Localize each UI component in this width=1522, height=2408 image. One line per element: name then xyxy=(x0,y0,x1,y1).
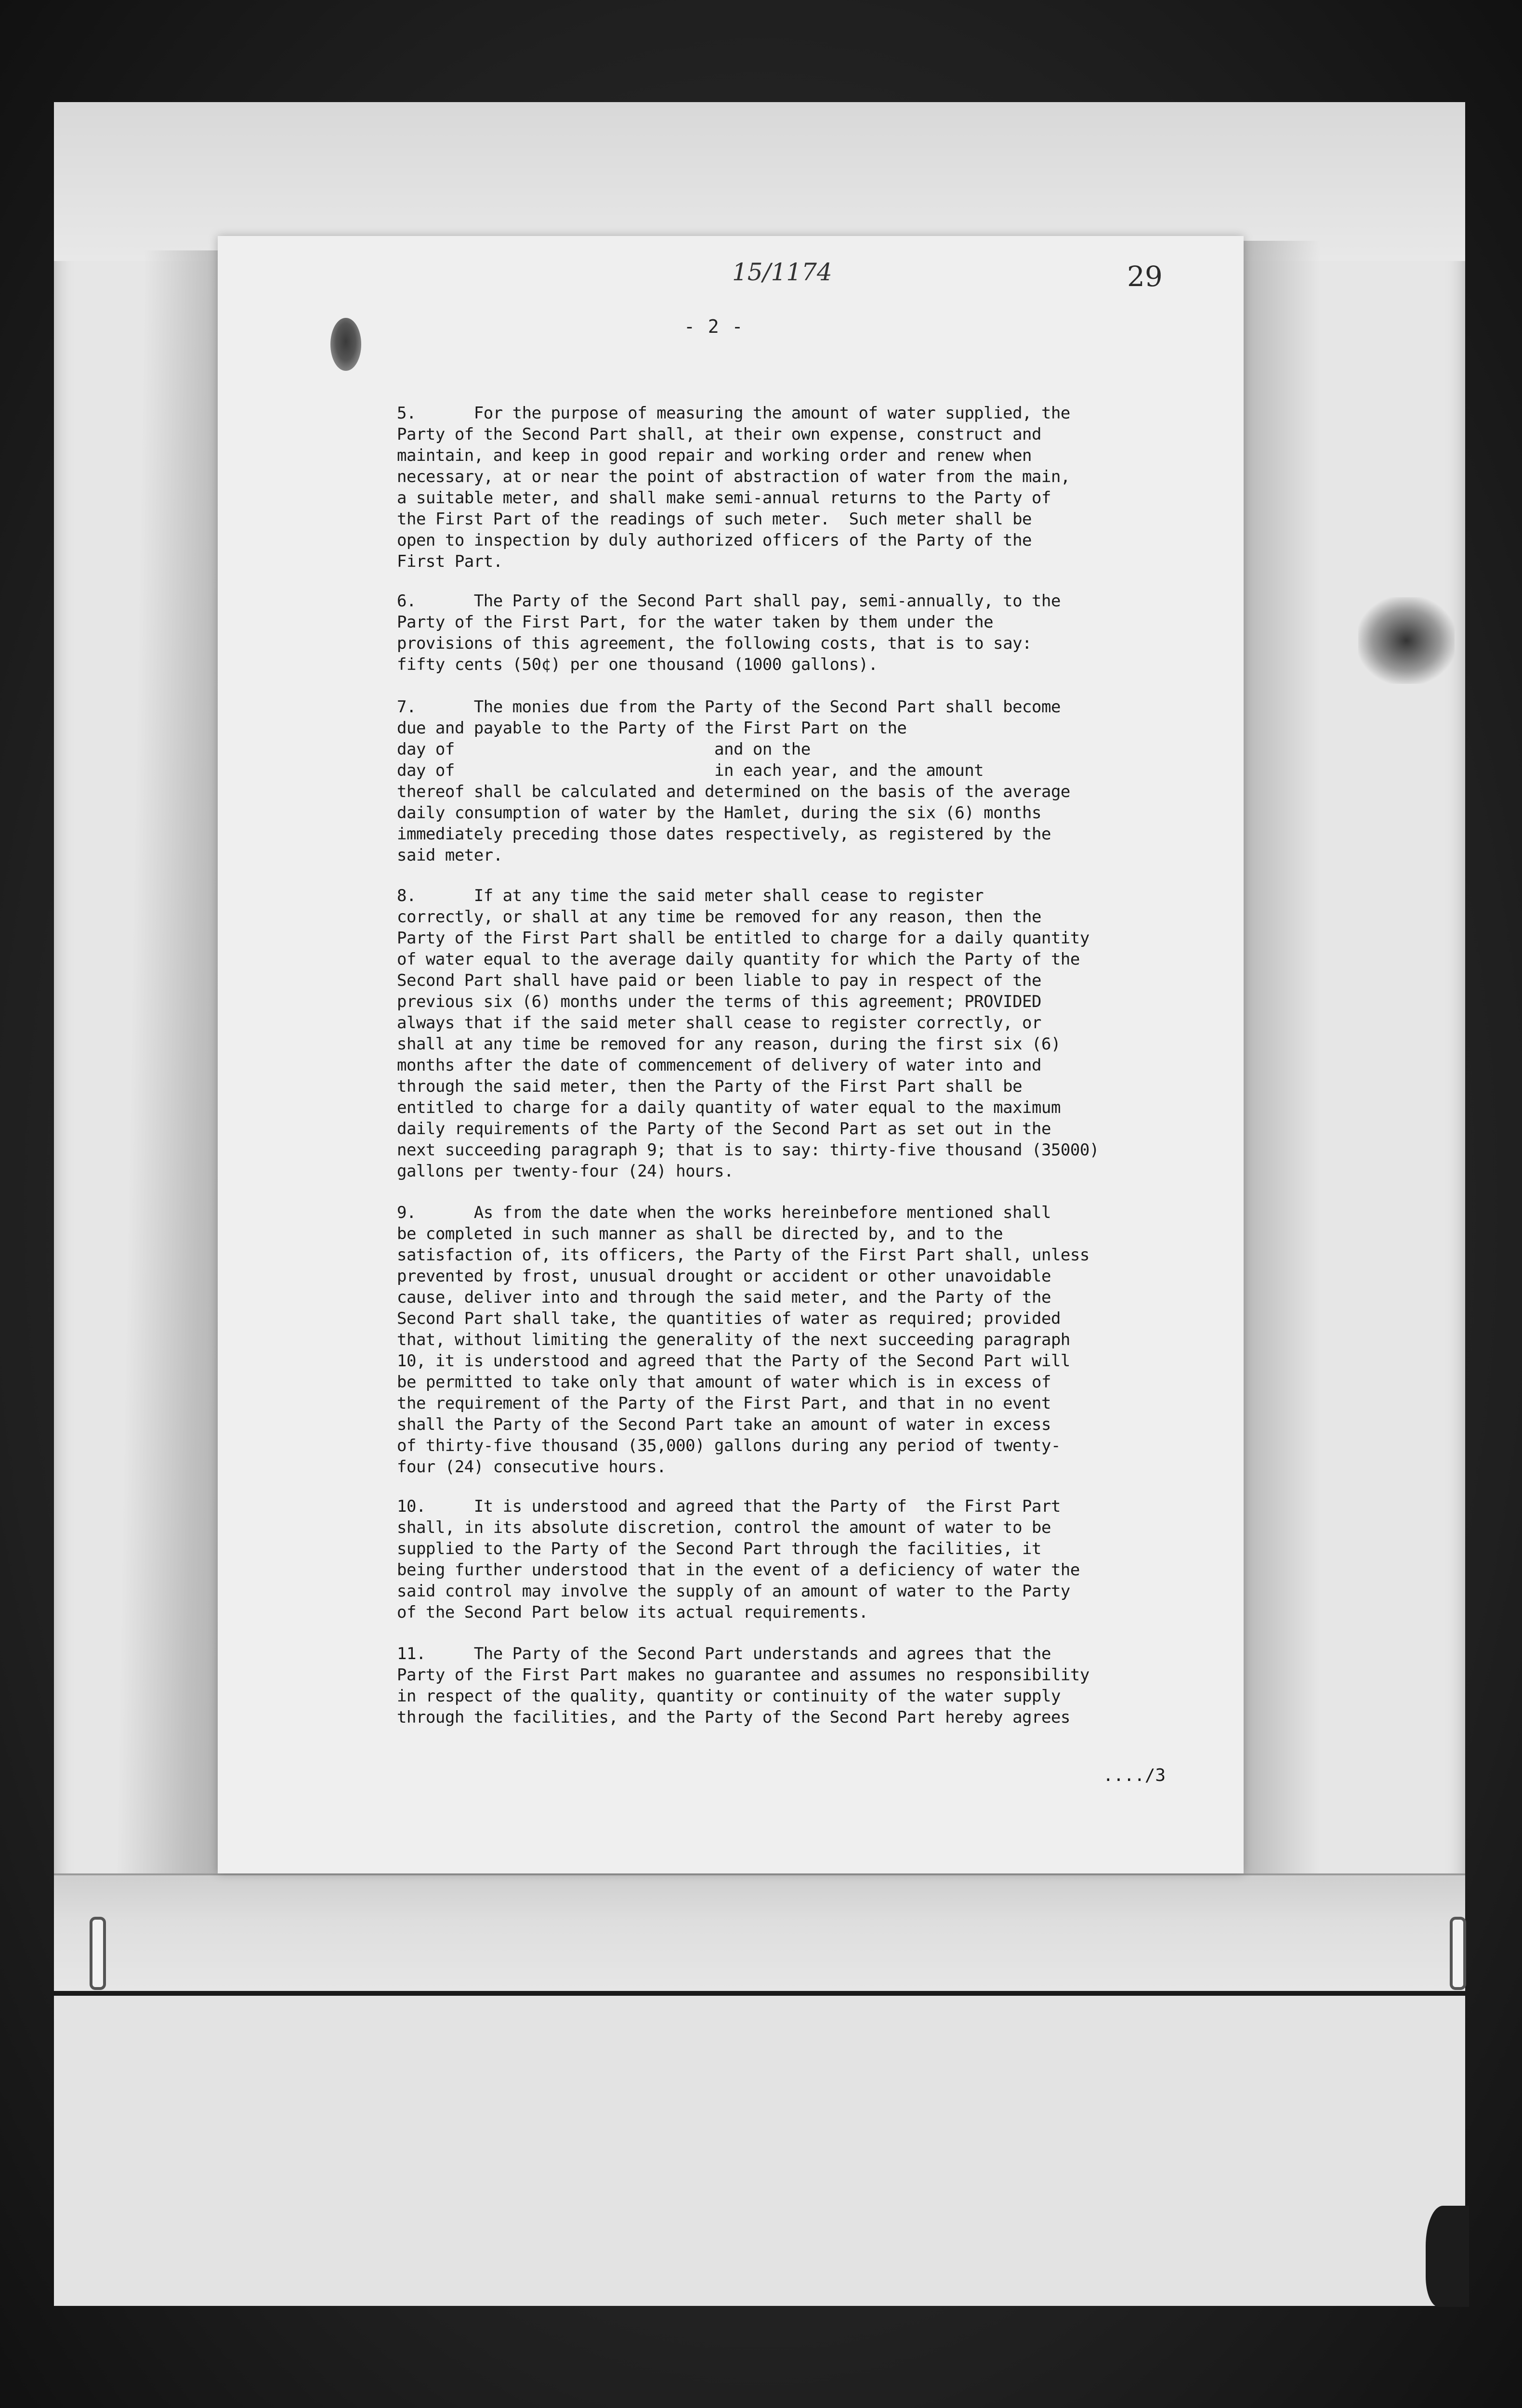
handwritten-reference: 15/1174 xyxy=(732,258,832,286)
paragraph-line: necessary, at or near the point of abstraction of water from the main, xyxy=(397,467,1070,486)
paragraph-line: daily consumption of water by the Hamlet, during the six (6) months xyxy=(397,803,1041,823)
paragraph-line: Party of the First Part, for the water taken by them under the xyxy=(397,613,994,632)
paragraph-line: 10. It is understood and agreed that the Party of the First Part xyxy=(397,1497,1061,1516)
paragraph-line: 10, it is understood and agreed that the Party of the Second Part will xyxy=(397,1351,1070,1371)
paragraph-line: First Part. xyxy=(397,552,503,571)
paragraph-line: open to inspection by duly authorized officers of the Party of the xyxy=(397,531,1032,550)
paragraph-6 xyxy=(397,590,1061,675)
paragraph-line: 11. The Party of the Second Part understands and agrees that the xyxy=(397,1644,1051,1663)
smudge-mark xyxy=(1358,597,1455,684)
paragraph-line: said meter. xyxy=(397,846,503,865)
paragraph-line: the requirement of the Party of the First Part, and that in no event xyxy=(397,1394,1051,1413)
paragraph-line: satisfaction of, its officers, the Party of the First Part shall, unless xyxy=(397,1245,1089,1265)
paragraph-line: four (24) consecutive hours. xyxy=(397,1457,667,1477)
paragraph-line: day of in each year, and the amount xyxy=(397,761,984,780)
paragraph-line: shall at any time be removed for any reason, during the first six (6) xyxy=(397,1034,1061,1054)
paragraph-line: said control may involve the supply of an amount of water to the Party xyxy=(397,1582,1070,1601)
binder-slot-right xyxy=(1450,1917,1466,1990)
paragraph-line: 6. The Party of the Second Part shall pay, semi-annually, to the xyxy=(397,591,1061,611)
paragraph-line: Second Part shall have paid or been liable to pay in respect of the xyxy=(397,971,1041,990)
paragraph-line: through the facilities, and the Party of the Second Part hereby agrees xyxy=(397,1708,1070,1727)
paragraph-line: 8. If at any time the said meter shall cease to register xyxy=(397,886,984,905)
paragraph-line: shall, in its absolute discretion, control the amount of water to be xyxy=(397,1518,1051,1537)
paragraph-line: the First Part of the readings of such meter. Such meter shall be xyxy=(397,510,1032,529)
paragraph-11 xyxy=(397,1643,1089,1728)
paragraph-line: cause, deliver into and through the said meter, and the Party of the xyxy=(397,1288,1051,1307)
paragraph-line: provisions of this agreement, the following costs, that is to say: xyxy=(397,634,1032,653)
paragraph-line: next succeeding paragraph 9; that is to say: thirty-five thousand (35000) xyxy=(397,1140,1099,1160)
paragraph-line: through the said meter, then the Party of the First Part shall be xyxy=(397,1077,1023,1096)
paragraph-line: a suitable meter, and shall make semi-annual returns to the Party of xyxy=(397,488,1051,508)
paragraph-line: 9. As from the date when the works hereinbefore mentioned shall xyxy=(397,1203,1051,1222)
paragraph-line: immediately preceding those dates respectively, as registered by the xyxy=(397,824,1051,844)
paragraph-line: months after the date of commencement of delivery of water into and xyxy=(397,1056,1041,1075)
paragraph-10 xyxy=(397,1496,1080,1623)
paragraph-9 xyxy=(397,1202,1089,1478)
paragraph-line: prevented by frost, unusual drought or accident or other unavoidable xyxy=(397,1267,1051,1286)
paragraph-line: Party of the Second Part shall, at their own expense, construct and xyxy=(397,425,1041,444)
paragraph-line: supplied to the Party of the Second Part through the facilities, it xyxy=(397,1539,1041,1558)
paragraph-line: Party of the First Part shall be entitled to charge for a daily quantity xyxy=(397,929,1089,948)
paragraph-line: 5. For the purpose of measuring the amount of water supplied, the xyxy=(397,404,1070,423)
paragraph-line: Party of the First Part makes no guarantee and assumes no responsibility xyxy=(397,1665,1089,1685)
paragraph-line: being further understood that in the event of a deficiency of water the xyxy=(397,1560,1080,1580)
paragraph-line: in respect of the quality, quantity or continuity of the water supply xyxy=(397,1687,1061,1706)
paragraph-line: gallons per twenty-four (24) hours. xyxy=(397,1162,734,1181)
paragraph-line: 7. The monies due from the Party of the Second Part shall become xyxy=(397,697,1061,717)
paragraph-line: entitled to charge for a daily quantity of water equal to the maximum xyxy=(397,1098,1061,1117)
paragraph-line: maintain, and keep in good repair and working order and renew when xyxy=(397,446,1032,465)
continuation-marker: ..../3 xyxy=(1103,1766,1166,1785)
page-shadow-right xyxy=(1233,241,1320,1878)
paragraph-line: thereof shall be calculated and determined on the basis of the average xyxy=(397,782,1070,801)
binder-strip xyxy=(54,1873,1465,1996)
paragraph-line: correctly, or shall at any time be removed for any reason, then the xyxy=(397,907,1041,927)
paragraph-line: of the Second Part below its actual requirements. xyxy=(397,1603,868,1622)
paragraph-line: that, without limiting the generality of the next succeeding paragraph xyxy=(397,1330,1070,1349)
folio-number: 29 xyxy=(1127,260,1163,293)
paragraph-line: of thirty-five thousand (35,000) gallons during any period of twenty- xyxy=(397,1436,1061,1455)
binder-slot-left xyxy=(90,1917,106,1990)
paragraph-line: due and payable to the Party of the First Part on the xyxy=(397,719,907,738)
paragraph-line: be completed in such manner as shall be directed by, and to the xyxy=(397,1224,1003,1243)
paragraph-line: be permitted to take only that amount of water which is in excess of xyxy=(397,1373,1051,1392)
paragraph-line: of water equal to the average daily quantity for which the Party of the xyxy=(397,950,1080,969)
paragraph-7 xyxy=(397,696,1070,866)
paragraph-line: day of and on the xyxy=(397,740,811,759)
paragraph-line: fifty cents (50¢) per one thousand (1000 gallons). xyxy=(397,655,878,674)
lower-board xyxy=(54,1989,1465,2306)
corner-damage xyxy=(1426,2206,1469,2307)
binding-hole-icon xyxy=(330,318,361,371)
paragraph-5 xyxy=(397,403,1070,572)
paragraph-8 xyxy=(397,885,1099,1182)
paragraph-line: previous six (6) months under the terms of this agreement; PROVIDED xyxy=(397,992,1041,1011)
paragraph-line: daily requirements of the Party of the Second Part as set out in the xyxy=(397,1119,1051,1139)
page-number: - 2 - xyxy=(684,316,744,337)
paragraph-line: always that if the said meter shall cease to register correctly, or xyxy=(397,1013,1041,1033)
paragraph-line: Second Part shall take, the quantities of water as required; provided xyxy=(397,1309,1061,1328)
paragraph-line: shall the Party of the Second Part take an amount of water in excess xyxy=(397,1415,1051,1434)
